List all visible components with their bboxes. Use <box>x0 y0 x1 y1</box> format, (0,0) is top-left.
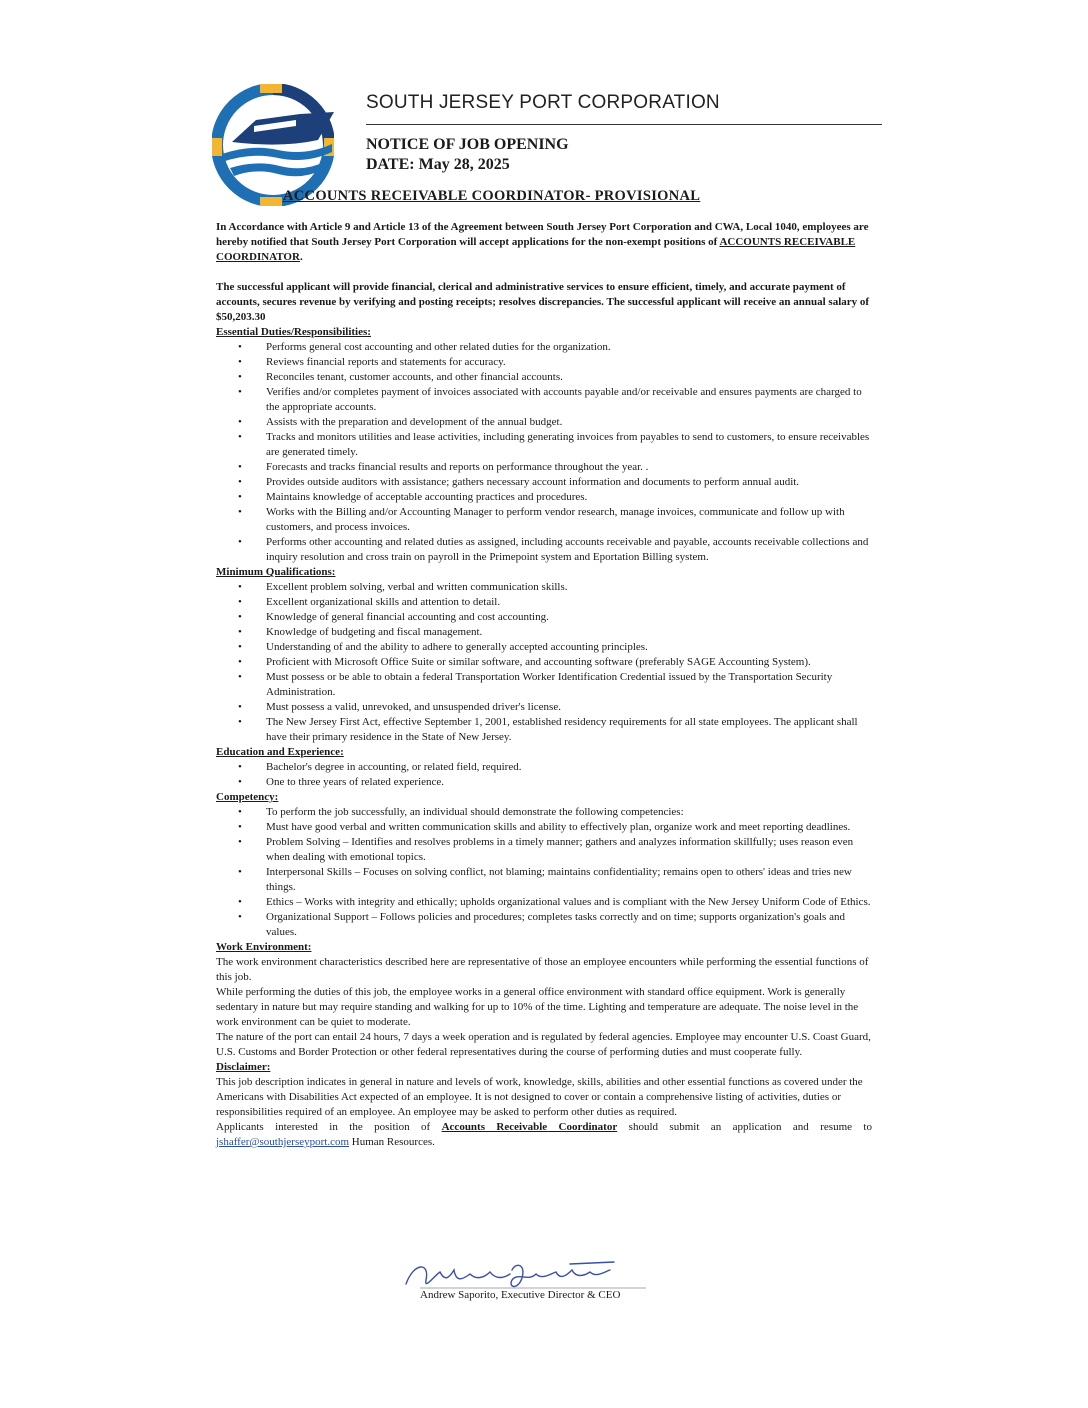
list-item: • The New Jersey First Act, effective September 1, 2001, established residency requirements for all state employees. The applicant shall have their primary residence in the State of New Jersey. <box>216 715 872 745</box>
list-item: • Must have good verbal and written communication skills and ability to effectively plan, organize work and meet reporting deadlines. <box>216 820 872 835</box>
apply-text: should submit an application and resume to <box>617 1121 872 1133</box>
list-item: • Performs general cost accounting and other related duties for the organization. <box>216 340 872 355</box>
duties-list <box>216 340 872 565</box>
list-item: • One to three years of related experience. <box>216 775 872 790</box>
disclaimer-heading: Disclaimer: <box>216 1061 271 1073</box>
list-item: • Verifies and/or completes payment of invoices associated with accounts payable and/or receivable and ensures payments are charged to the appropriate accounts. <box>216 385 872 415</box>
list-item: • Performs other accounting and related duties as assigned, including accounts receivable and payable, accounts receivable collections and inquiry resolution and cross train on payroll in the Primepoint system and Eportation Billing system. <box>216 535 872 565</box>
list-item: • Tracks and monitors utilities and lease activities, including generating invoices from payables to send to customers, to ensure receivables are generated timely. <box>216 430 872 460</box>
list-item: • Organizational Support – Follows policies and procedures; completes tasks correctly and on time; supports organization's goals and values. <box>216 910 872 940</box>
list-item: • Maintains knowledge of acceptable accounting practices and procedures. <box>216 490 872 505</box>
notice-date: DATE: May 28, 2025 <box>366 156 510 173</box>
list-item: • Ethics – Works with integrity and ethically; upholds organizational values and is compliant with the New Jersey Uniform Code of Ethics. <box>216 895 872 910</box>
notice-heading: NOTICE OF JOB OPENING <box>366 136 569 153</box>
list-item: • Bachelor's degree in accounting, or related field, required. <box>216 760 872 775</box>
list-item: • Proficient with Microsoft Office Suite or similar software, and accounting software (preferably SAGE Accounting System). <box>216 655 872 670</box>
list-item: • Interpersonal Skills – Focuses on solving conflict, not blaming; maintains confidentiality; remains open to others' ideas and tries new things. <box>216 865 872 895</box>
duties-heading: Essential Duties/Responsibilities: <box>216 326 371 338</box>
disclaimer-text: This job description indicates in general in nature and levels of work, knowledge, skills, abilities and other essential functions as covered under the Americans with Disabilities Act expected of an employee. It is not designed to cover or contain a comprehensive listing of activities, duties or responsibilities required of an employee. An employee may be asked to perform other duties as required. <box>216 1076 863 1118</box>
list-item: • Assists with the preparation and development of the annual budget. <box>216 415 872 430</box>
qualifications-list <box>216 580 872 745</box>
email-link[interactable]: jshaffer@southjerseyport.com <box>216 1136 350 1148</box>
qualifications-heading: Minimum Qualifications: <box>216 566 336 578</box>
intro-text: In Accordance with Article 9 and Article 13 of the Agreement between South Jersey Port Corporation and CWA, Local 1040, employees are hereby notified that South Jersey Port Corporation will accept applications for the non-exempt positions of <box>216 221 869 248</box>
list-item: • Works with the Billing and/or Accounting Manager to perform vendor research, manage invoices, communicate and follow up with customers, and process invoices. <box>216 505 872 535</box>
education-heading: Education and Experience: <box>216 746 344 758</box>
apply-text: Applicants interested in the position of <box>216 1121 442 1133</box>
header-divider <box>366 124 882 125</box>
list-item: • Must possess or be able to obtain a federal Transportation Worker Identification Credential issued by the Transportation Security Administration. <box>216 670 872 700</box>
intro-paragraph <box>216 220 872 265</box>
list-item: • Reviews financial reports and statements for accuracy. <box>216 355 872 370</box>
list-item: • Reconciles tenant, customer accounts, and other financial accounts. <box>216 370 872 385</box>
education-list <box>216 760 872 790</box>
salary-paragraph: The successful applicant will provide financial, clerical and administrative services to ensure efficient, timely, and accurate payment of accounts, secures revenue by verifying and posting receipts; resolves discrepancies. The successful applicant will receive an annual salary of $50,203.30 <box>216 281 870 323</box>
signatory-name: Andrew Saporito, Executive Director & CEO <box>420 1289 621 1301</box>
list-item: • Understanding of and the ability to adhere to generally accepted accounting principles. <box>216 640 872 655</box>
document-body <box>216 220 872 1150</box>
list-item: • Forecasts and tracks financial results and reports on performance throughout the year. . <box>216 460 872 475</box>
work-environment-paragraph: While performing the duties of this job, the employee works in a general office environment with standard office equipment. Work is generally sedentary in nature but may require standing and walking for up to 10% of the time. Lighting and temperature are adequate. The noise level in the work environment can be quiet to moderate. <box>216 986 859 1028</box>
job-title: ACCOUNTS RECEIVABLE COORDINATOR- PROVISIONAL <box>283 188 701 204</box>
list-item: • Must possess a valid, unrevoked, and unsuspended driver's license. <box>216 700 872 715</box>
list-item: • Excellent organizational skills and attention to detail. <box>216 595 872 610</box>
list-item: • Excellent problem solving, verbal and written communication skills. <box>216 580 872 595</box>
work-environment-paragraph: The work environment characteristics described here are representative of those an employee encounters while performing the essential functions of this job. <box>216 956 869 983</box>
competency-list <box>216 805 872 940</box>
notice-block <box>366 135 569 175</box>
position-name: ACCOUNTS RECEIVABLE COORDINATOR <box>216 236 856 263</box>
list-item: • Provides outside auditors with assistance; gathers necessary account information and documents to perform annual audit. <box>216 475 872 490</box>
list-item: • Problem Solving – Identifies and resolves problems in a timely manner; gathers and analyzes information skillfully; uses reason even when dealing with emotional topics. <box>216 835 872 865</box>
company-name: SOUTH JERSEY PORT CORPORATION <box>366 92 720 113</box>
work-environment-paragraph: The nature of the port can entail 24 hours, 7 days a week operation and is regulated by federal agencies. Employee may encounter U.S. Coast Guard, U.S. Customs and Border Protection or other federal representatives during the course of performing duties and must cooperate fully. <box>216 1031 871 1058</box>
apply-instructions <box>216 1120 872 1150</box>
list-item: • Knowledge of general financial accounting and cost accounting. <box>216 610 872 625</box>
work-environment-heading: Work Environment: <box>216 941 312 953</box>
apply-text: Human Resources. <box>349 1136 435 1148</box>
intro-end: . <box>299 251 303 263</box>
list-item: • To perform the job successfully, an individual should demonstrate the following competencies: <box>216 805 872 820</box>
list-item: • Knowledge of budgeting and fiscal management. <box>216 625 872 640</box>
apply-position: Accounts Receivable Coordinator <box>441 1121 618 1133</box>
competency-heading: Competency: <box>216 791 279 803</box>
